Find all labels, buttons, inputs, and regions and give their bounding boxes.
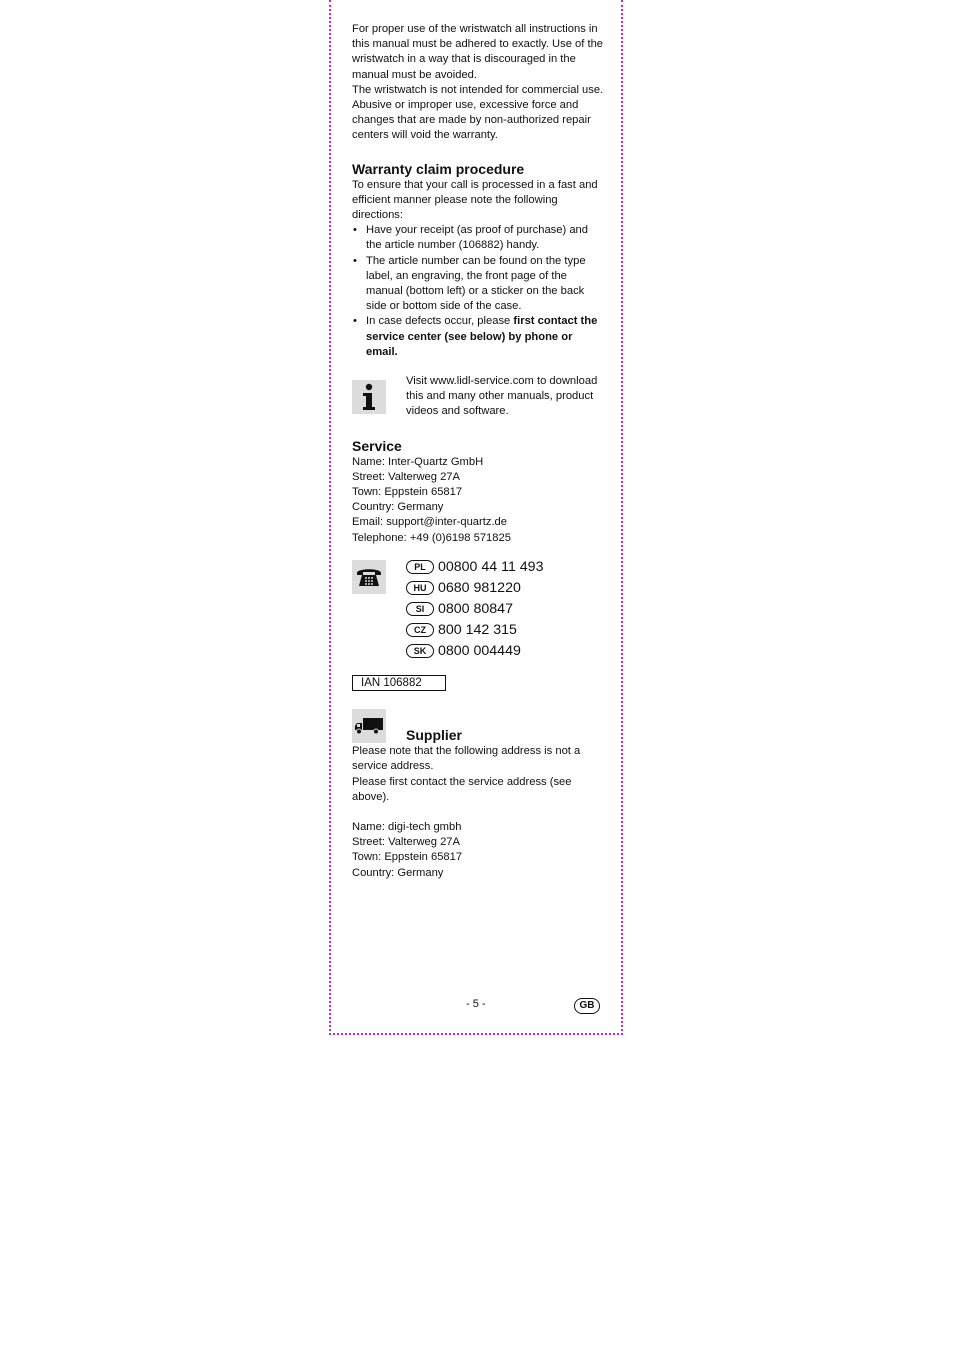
service-line: Street: Valterweg 27A: [352, 470, 460, 483]
intro-paragraph: For proper use of the wristwatch all instructions in this manual must be adhered to exactly. Use of the wristwatch in a way that is discouraged in the manual must be avoided.: [352, 23, 604, 81]
page-content: [352, 22, 606, 881]
country-badge: SK: [406, 644, 434, 658]
country-badge: SI: [406, 602, 434, 616]
service-line: Town: Eppstein 65817: [352, 486, 463, 499]
service-line: Name: Inter-Quartz GmbH: [352, 455, 484, 468]
telephone-icon: [352, 560, 386, 594]
service-heading: Service: [352, 437, 402, 454]
phone-entry: [406, 599, 543, 620]
page-number: - 5 -: [466, 998, 486, 1010]
phone-entry: [406, 641, 543, 662]
supplier-line: Country: Germany: [352, 866, 444, 879]
phone-number: 00800 44 11 493: [438, 558, 544, 575]
language-badge: GB: [574, 998, 600, 1014]
phone-list: [406, 557, 543, 662]
supplier-note: Please first contact the service address (see above).: [352, 775, 572, 803]
phone-entry: [406, 557, 543, 578]
info-block: [352, 374, 606, 420]
list-item: • The article number can be found on the type label, an engraving, the front page of the manual (bottom left) or a sticker on the back side or bottom side of the case.: [352, 254, 606, 315]
phone-number: 0800 004449: [438, 642, 521, 659]
info-text: Visit www.lidl-service.com to download this and many other manuals, product videos and software.: [406, 375, 598, 418]
phone-number: 0800 80847: [438, 600, 513, 617]
service-line: Telephone: +49 (0)6198 571825: [352, 531, 511, 544]
supplier-line: Street: Valterweg 27A: [352, 836, 460, 849]
phone-entry: [406, 578, 543, 599]
warranty-list: [352, 223, 606, 360]
page-footer: [352, 998, 602, 1016]
supplier-line: Town: Eppstein 65817: [352, 851, 463, 864]
supplier-heading: Supplier: [406, 727, 463, 744]
service-line: Country: Germany: [352, 501, 444, 514]
intro-paragraph: The wristwatch is not intended for commercial use. Abusive or improper use, excessive force and changes that are made by non-authorized repair centers will void the warranty.: [352, 83, 604, 142]
phone-block: [352, 560, 606, 662]
phone-number: 0680 981220: [438, 579, 521, 596]
country-badge: HU: [406, 581, 434, 595]
phone-number: 800 142 315: [438, 621, 517, 638]
supplier-note: Please note that the following address is not a service address.: [352, 745, 581, 773]
list-item: • In case defects occur, please first contact the service center (see below) by phone or email.: [352, 314, 606, 360]
warranty-intro: To ensure that your call is processed in a fast and efficient manner please note the following directions:: [352, 178, 598, 222]
supplier-header: [352, 709, 606, 743]
list-item: • Have your receipt (as proof of purchase) and the article number (106882) handy.: [352, 223, 606, 253]
country-badge: CZ: [406, 623, 434, 637]
info-icon: [352, 380, 386, 414]
truck-icon: [352, 709, 386, 743]
country-badge: PL: [406, 560, 434, 574]
supplier-line: Name: digi-tech gmbh: [352, 820, 462, 833]
phone-entry: [406, 620, 543, 641]
service-line: Email: support@inter-quartz.de: [352, 516, 507, 529]
ian-box: IAN 106882: [352, 675, 446, 691]
warranty-heading: Warranty claim procedure: [352, 160, 525, 177]
